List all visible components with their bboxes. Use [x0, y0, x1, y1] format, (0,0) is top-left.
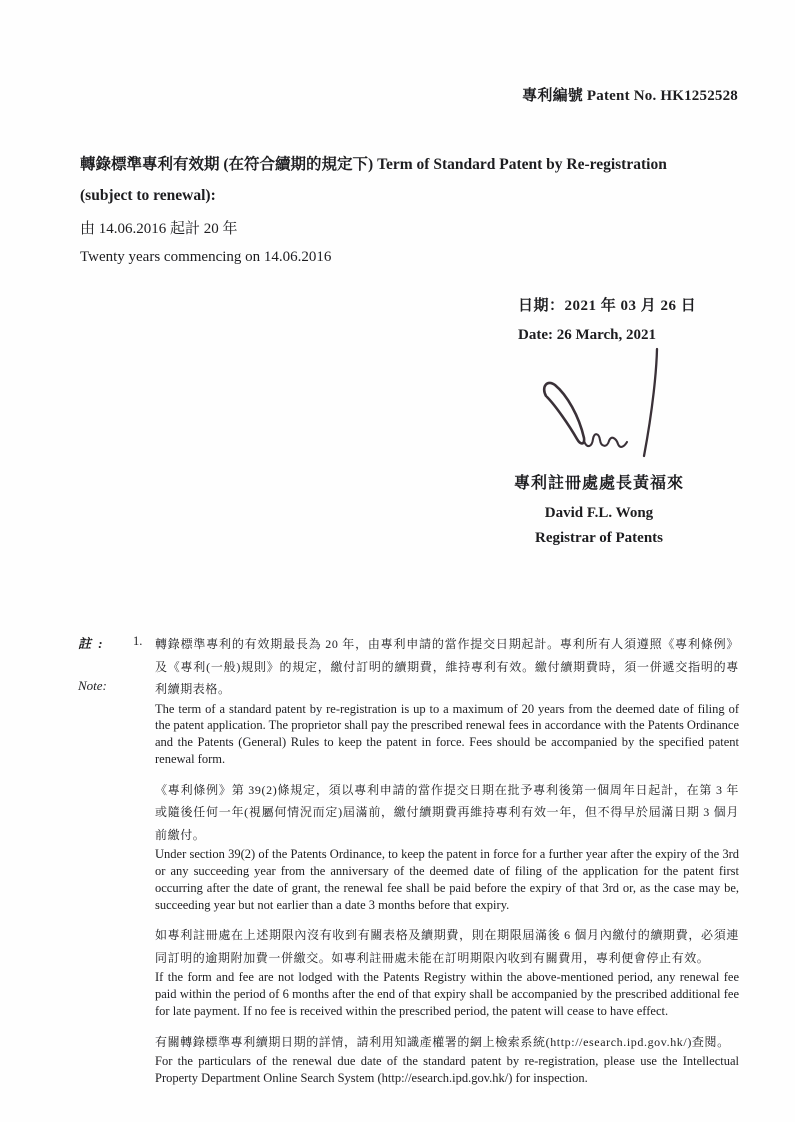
note-body	[155, 633, 739, 1098]
note-paragraph	[155, 1031, 739, 1087]
patent-number: 專利編號 Patent No. HK1252528	[522, 88, 738, 104]
document-title-continuation: (subject to renewal):	[80, 187, 216, 204]
note-number: 1.	[133, 634, 143, 648]
note-paragraph-english: Under section 39(2) of the Patents Ordinance, to keep the patent in force for a further year after the expiry of the 3rd or any succeeding year from the anniversary of the deemed date of filing of the application for the patent first occurring after the date of grant, the renewal fee shall be paid before the expiry of that 3rd or, as the case may be, succeeding year but not earlier than a date 3 months before that expiry.	[155, 847, 739, 912]
note-paragraph-chinese: 《專利條例》第 39(2)條規定，須以專利申請的當作提交日期在批予專利後第一個周年日起計，在第 3 年或隨後任何一年(視屬何情況而定)屆滿前，繳付續期費再維持專利有效一年，但不得早於屆滿日期 3 個月前繳付。	[155, 782, 739, 842]
issue-date-chinese: 日期：2021 年 03 月 26 日	[518, 298, 697, 314]
note-paragraph	[155, 779, 739, 914]
document-title-block	[80, 152, 725, 266]
signature-icon	[535, 346, 665, 461]
note-paragraph-chinese: 有關轉錄標準專利續期日期的詳情，請利用知識產權署的網上檢索系統(http://esearch.ipd.gov.hk/)查閱。	[155, 1034, 730, 1049]
patent-term-english: Twenty years commencing on 14.06.2016	[80, 249, 332, 265]
issue-date-english: Date: 26 March, 2021	[518, 327, 657, 343]
date-block	[518, 294, 696, 344]
notes-label-column	[78, 633, 133, 1098]
note-paragraph-english: For the particulars of the renewal due date of the standard patent by re-registration, please use the Intellectual Property Department Online Search System (http://esearch.ipd.gov.hk/) for inspection.	[155, 1054, 739, 1086]
note-paragraph-chinese: 轉錄標準專利的有效期最長為 20 年，由專利申請的當作提交日期起計。專利所有人須遵照《專利條例》及《專利(一般)規則》的規定，繳付訂明的續期費，維持專利有效。繳付續期費時，須一併遞交指明的專利續期表格。	[155, 637, 739, 696]
note-paragraph-english: The term of a standard patent by re-registration is up to a maximum of 20 years from the deemed date of filing of the patent application. The proprietor shall pay the prescribed renewal fees in accordance with the Patents Ordinance and the Patents (General) Rules to keep the patent in force. Fees should be accompanied by the specified patent renewal form.	[155, 701, 739, 766]
signer-block	[507, 470, 691, 547]
patent-term-chinese: 由 14.06.2016 起計 20 年	[80, 221, 238, 237]
notes-section	[78, 633, 739, 1098]
signer-name: David F.L. Wong	[544, 505, 654, 521]
signer-role: Registrar of Patents	[534, 530, 664, 546]
note-label-english: Note:	[78, 678, 107, 693]
note-paragraph	[155, 924, 739, 1019]
document-title: 轉錄標準專利有效期 (在符合續期的規定下) Term of Standard Patent by Re-registration	[80, 156, 667, 173]
note-label-chinese: 註 :	[78, 636, 105, 651]
note-paragraph-english: If the form and fee are not lodged with the Patents Registry within the above-mentioned period, any renewal fee paid within the period of 6 months after the end of that expiry shall be accompanied by the prescribed additional fee for late payment. If no fee is received within the prescribed period, the patent will cease to have effect.	[155, 970, 739, 1018]
note-paragraph-chinese: 如專利註冊處在上述期限內沒有收到有關表格及續期費，則在期限屆滿後 6 個月內繳付的續期費，必須連同訂明的逾期附加費一併繳交。如專利註冊處未能在訂明期限內收到有關費用，專利便會停止有效。	[155, 928, 739, 965]
signer-title-chinese: 專利註冊處處長黃福來	[513, 475, 684, 492]
note-paragraph	[155, 633, 739, 768]
